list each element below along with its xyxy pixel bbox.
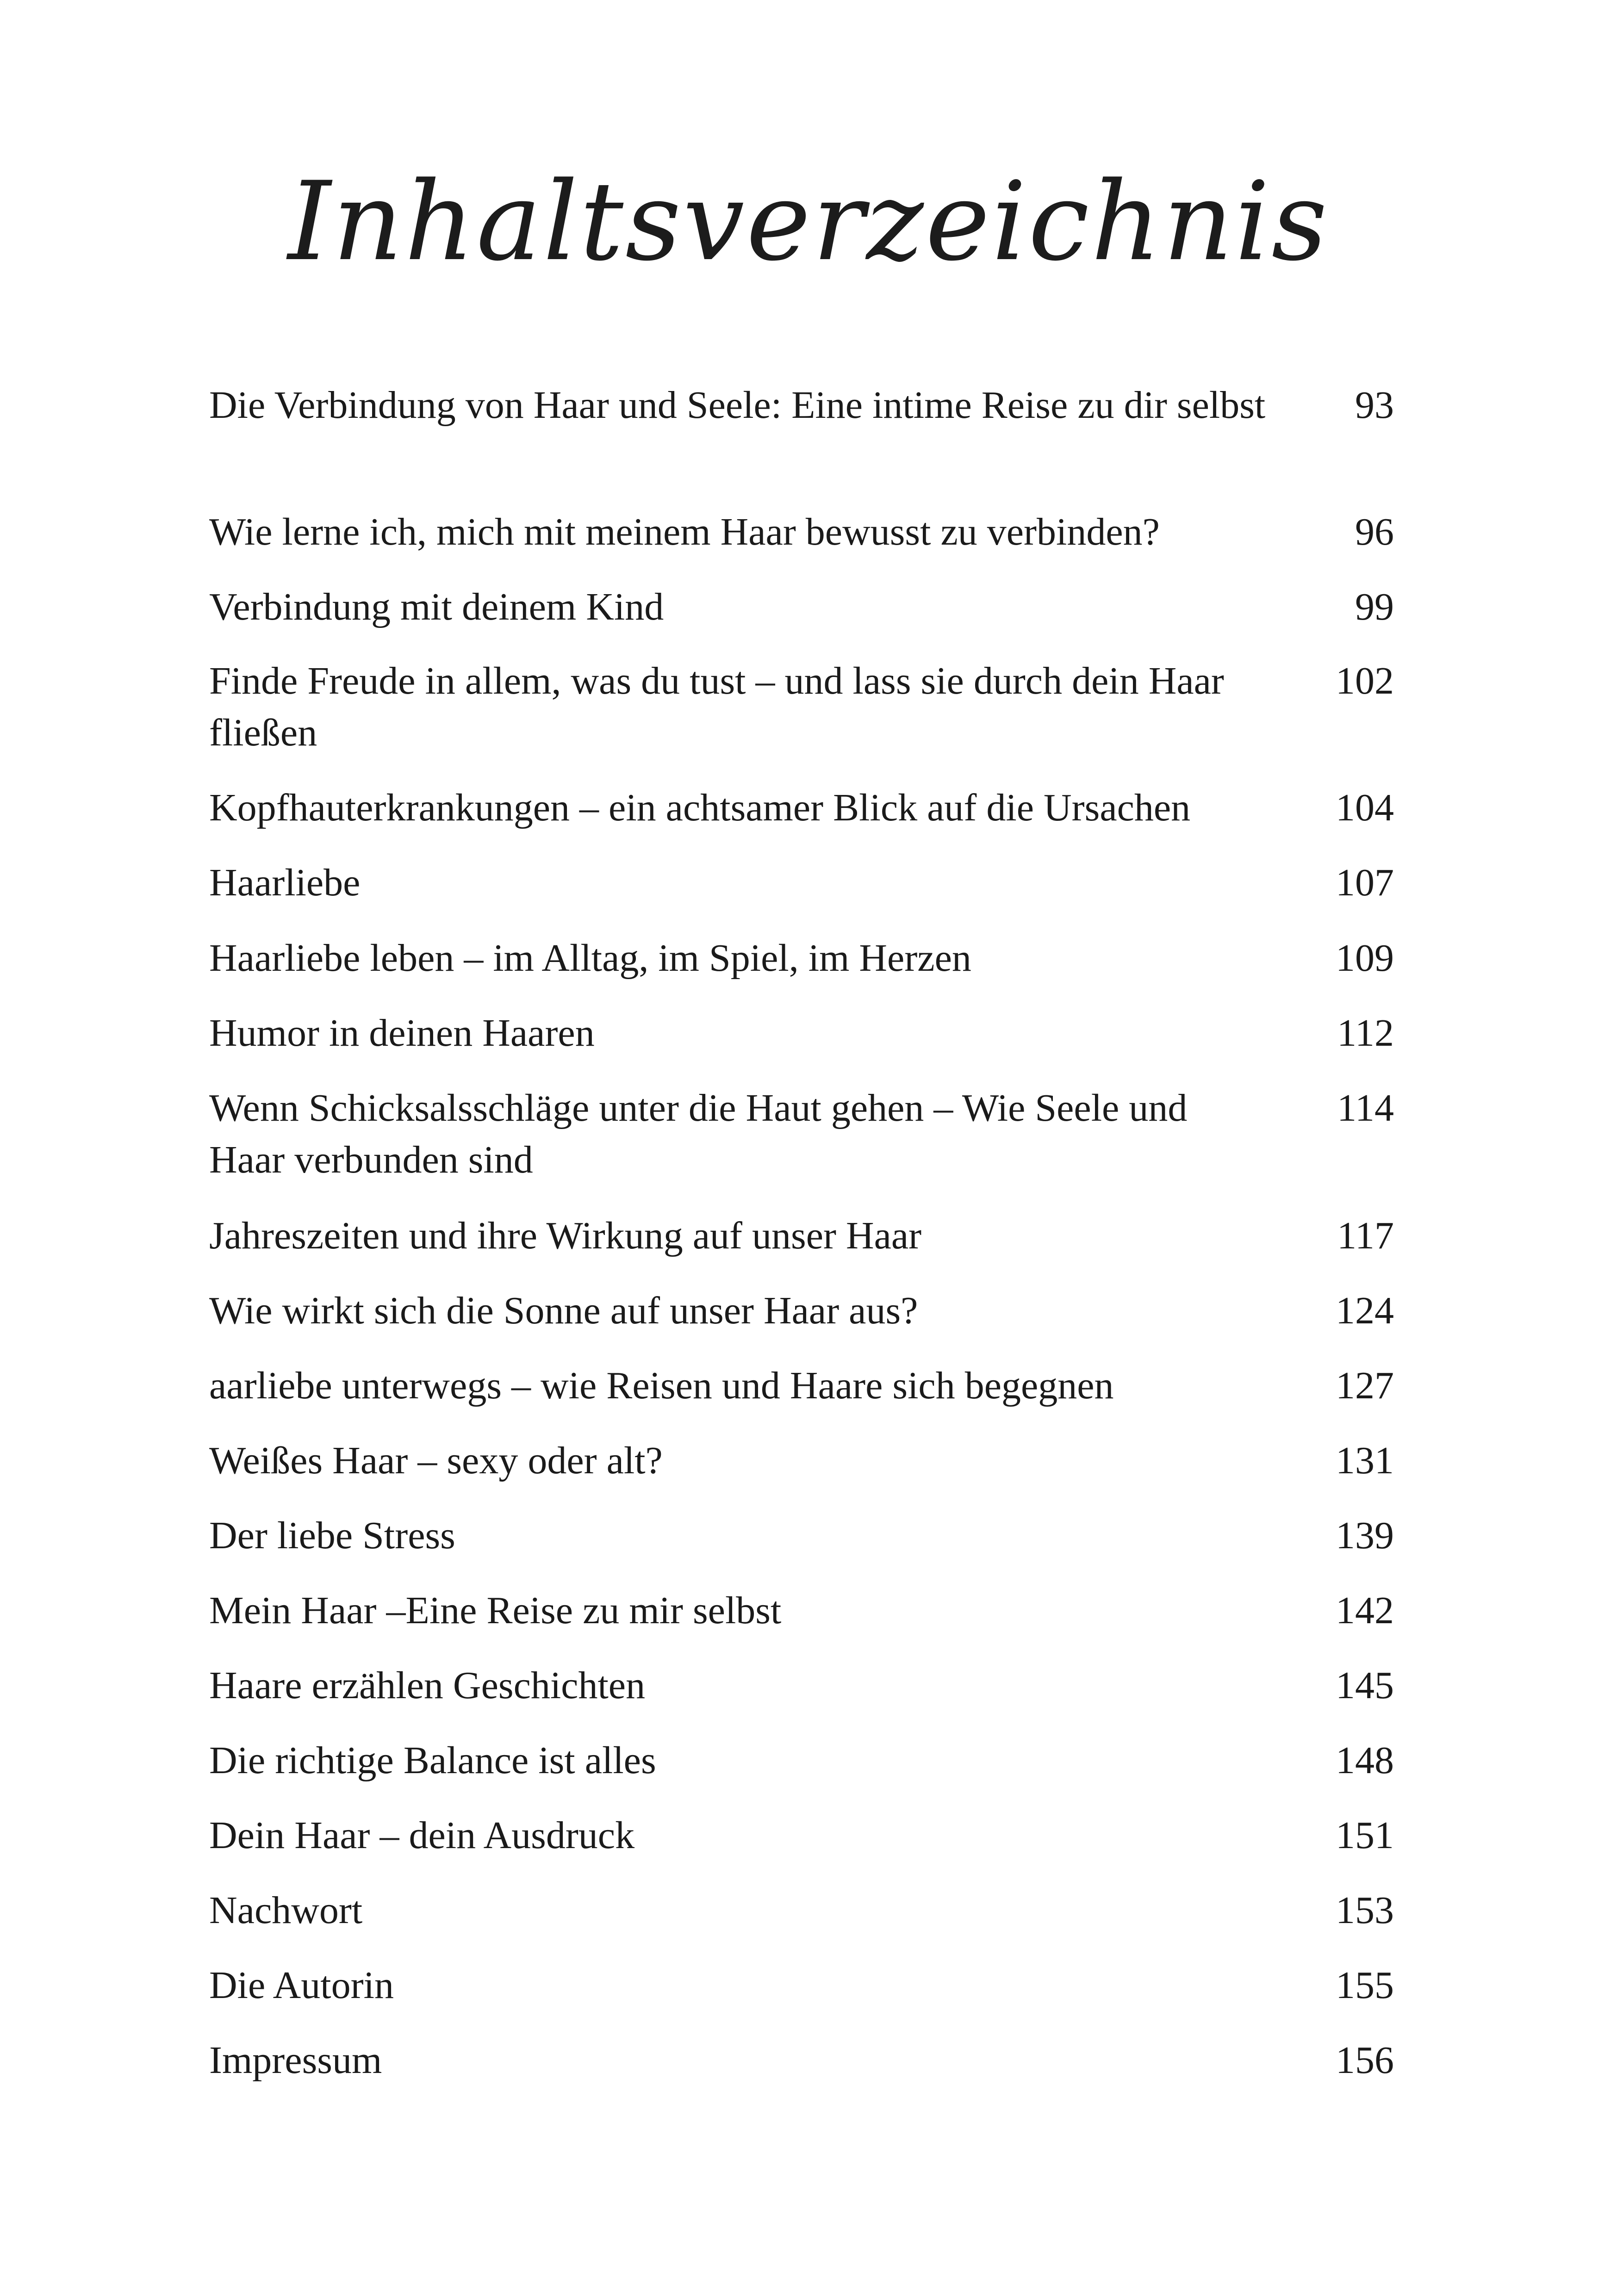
toc-entry [209,581,1394,655]
toc-entry [209,1735,1394,1810]
toc-entry-title: Verbindung mit deinem Kind [209,585,664,628]
toc-entry-page: 156 [1336,2039,1394,2082]
toc-entry-title: Humor in deinen Haaren [209,1011,595,1055]
toc-entry-title: Haarliebe leben – im Alltag, im Spiel, im Herzen [209,937,971,980]
toc-entry-title: Nachwort [209,1889,363,1932]
toc-entry [209,1885,1394,1960]
toc-entry-page: 114 [1337,1086,1394,1129]
toc-entry-title: Impressum [209,2039,382,2082]
toc-entry-page: 155 [1336,1964,1394,2007]
toc-entry-page: 112 [1337,1011,1394,1055]
toc-entry [209,1810,1394,1885]
toc-entry-page: 99 [1355,585,1394,628]
toc-entry-title: Wenn Schicksalsschläge unter die Haut gehen – Wie Seele und Haar verbunden sind [209,1086,1188,1181]
toc-entry [209,1210,1394,1285]
toc-entry-title: Wie wirkt sich die Sonne auf unser Haar aus? [209,1289,918,1332]
toc-entry-page: 151 [1336,1814,1394,1857]
toc-entry-page: 145 [1336,1664,1394,1707]
toc-entry-title: aarliebe unterwegs – wie Reisen und Haare sich begegnen [209,1364,1114,1407]
toc-entry-title: Jahreszeiten und ihre Wirkung auf unser Haar [209,1214,922,1257]
toc-entry [209,1285,1394,1360]
toc-entry-title: Kopfhauterkrankungen – ein achtsamer Blick auf die Ursachen [209,786,1191,829]
toc-entry-page: 124 [1336,1289,1394,1332]
toc-entry-page: 109 [1336,937,1394,980]
toc-entry-title: Die richtige Balance ist alles [209,1739,656,1782]
toc-entry [209,2035,1394,2110]
toc-entry-page: 153 [1336,1889,1394,1932]
toc-entry-page: 139 [1336,1514,1394,1557]
toc-entry [209,655,1394,782]
toc-entry [209,1510,1394,1585]
table-of-contents [209,379,1394,2110]
toc-entry-page: 142 [1336,1589,1394,1632]
toc-entry [209,1960,1394,2035]
toc-entry-title: Der liebe Stress [209,1514,455,1557]
toc-entry-title: Die Verbindung von Haar und Seele: Eine intime Reise zu dir selbst [209,384,1266,427]
toc-entry-title: Haarliebe [209,861,361,904]
toc-entry [209,1585,1394,1660]
toc-entry-title: Mein Haar –Eine Reise zu mir selbst [209,1589,782,1632]
toc-entry [209,506,1394,581]
toc-entry-page: 148 [1336,1739,1394,1782]
toc-entry-page: 102 [1336,659,1394,702]
toc-entry [209,1360,1394,1435]
toc-entry [209,857,1394,932]
toc-entry-page: 104 [1336,786,1394,829]
toc-entry [209,1660,1394,1735]
page-title: Inhaltsverzeichnis [287,159,1330,285]
toc-entry [209,1007,1394,1082]
toc-entry-title: Dein Haar – dein Ausdruck [209,1814,635,1857]
toc-entry [209,932,1394,1007]
toc-entry-page: 96 [1355,510,1394,553]
toc-entry-page: 93 [1355,384,1394,427]
toc-entry-title: Haare erzählen Geschichten [209,1664,646,1707]
toc-entry-page: 131 [1336,1439,1394,1482]
toc-entry [209,1435,1394,1510]
toc-entry-page: 127 [1336,1364,1394,1407]
toc-entry [209,1082,1394,1210]
toc-entry [209,782,1394,857]
toc-entry-title: Die Autorin [209,1964,394,2007]
toc-entry [209,379,1394,506]
toc-entry-title: Wie lerne ich, mich mit meinem Haar bewusst zu verbinden? [209,510,1160,553]
toc-entry-page: 117 [1337,1214,1394,1257]
toc-entry-page: 107 [1336,861,1394,904]
toc-entry-title: Weißes Haar – sexy oder alt? [209,1439,663,1482]
toc-entry-title: Finde Freude in allem, was du tust – und lass sie durch dein Haar fließen [209,659,1224,754]
